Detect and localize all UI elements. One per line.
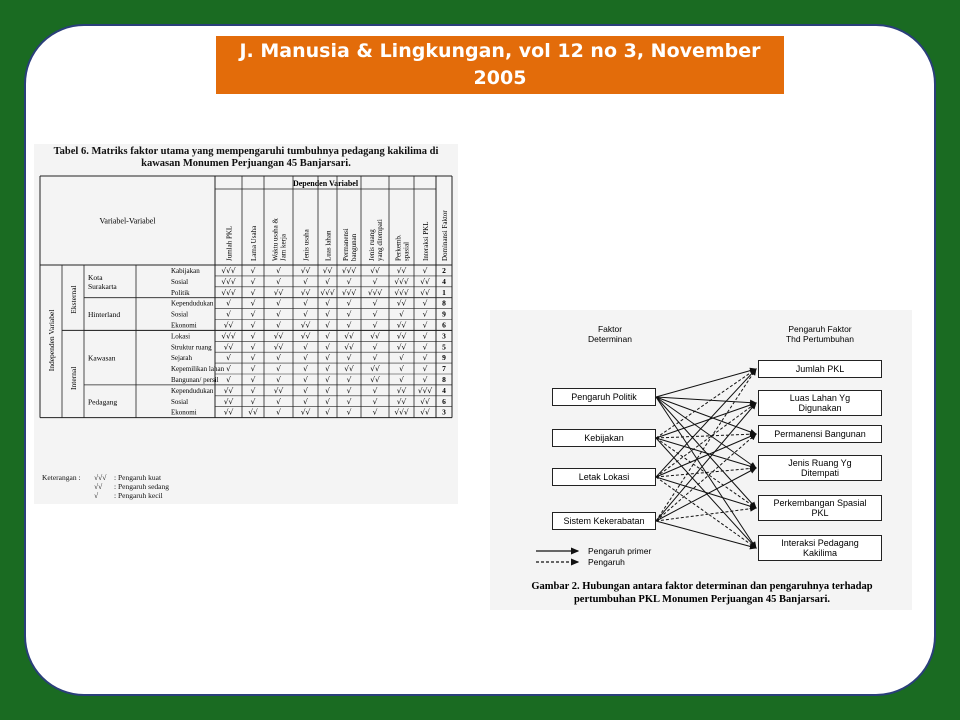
table-title-line1: Tabel 6. Matriks faktor utama yang mempengaruhi tumbuhnya pedagang kakilima di	[53, 146, 439, 157]
check-cell: √√	[396, 298, 407, 308]
check-cell: √	[372, 385, 378, 395]
check-cell: √√	[300, 320, 311, 330]
row-label: Sosial	[171, 277, 189, 286]
check-cell: √	[422, 320, 428, 330]
column-header: Waktu usaha &	[271, 218, 280, 261]
check-cell: √	[276, 375, 281, 384]
check-cell: √	[422, 331, 428, 341]
row-label: Kepemilikan lahan	[171, 365, 225, 374]
check-cell: √	[250, 342, 256, 352]
figure-caption	[494, 580, 910, 606]
dependen-header: Dependen Variabel	[292, 179, 359, 188]
legend-arrows	[534, 545, 584, 575]
check-cell: √√	[370, 375, 380, 384]
column-header: Perkemb.	[394, 234, 403, 261]
check-cell: √	[250, 266, 256, 275]
influence-arrow	[656, 434, 756, 521]
check-cell: √	[346, 407, 352, 417]
check-cell: √	[372, 298, 378, 308]
left-header-line2: Determinan	[588, 334, 632, 344]
check-cell: √√	[223, 385, 234, 395]
column-header: Lama Usaha	[250, 225, 258, 261]
check-cell: √	[422, 298, 428, 308]
check-cell: √	[276, 364, 281, 374]
row-label: Kependudukan	[171, 299, 214, 308]
dominance-header: Dominansi Faktor	[441, 210, 449, 261]
caption-line2: pertumbuhan PKL Monumen Perjuangan 45 Banjarsari.	[573, 594, 831, 605]
effect-box-line: Digunakan	[798, 403, 842, 413]
check-cell: √	[250, 276, 256, 286]
independen-label: Independen Variabel	[47, 309, 56, 372]
row-label: Kependudukan	[171, 386, 214, 395]
check-cell: √	[250, 309, 256, 319]
check-cell: √√	[396, 342, 407, 352]
caption-line1: Gambar 2. Hubungan antara faktor determinan dan pengaruhnya terhadap	[531, 581, 873, 592]
influence-arrow	[656, 438, 756, 468]
check-cell: √√	[420, 396, 430, 406]
right-header-line2: Thd Pertumbuhan	[785, 334, 855, 344]
influence-arrow	[656, 508, 756, 521]
check-cell: √√	[223, 320, 234, 330]
check-cell: √√	[370, 266, 380, 275]
check-cell: √	[303, 298, 308, 308]
check-cell: √√	[420, 276, 430, 286]
check-cell: √	[346, 353, 352, 363]
check-cell: √	[276, 396, 281, 406]
row-label: Struktur ruang	[171, 343, 212, 352]
check-cell: √	[303, 353, 308, 363]
effect-box	[758, 425, 882, 443]
check-cell: √	[226, 309, 231, 319]
check-cell: √	[325, 407, 330, 417]
check-cell: √	[346, 320, 352, 330]
column-header: Luas lahan	[324, 230, 333, 261]
check-cell: √	[346, 298, 352, 308]
dominance-cell: 8	[442, 375, 446, 384]
effect-box	[758, 390, 882, 416]
check-cell: √√√	[320, 287, 335, 297]
check-cell: √	[303, 276, 308, 286]
influence-arrow	[656, 369, 756, 477]
check-cell: √	[325, 375, 330, 384]
check-cell: √	[250, 396, 256, 406]
subgroup-label: Surakarta	[88, 281, 117, 291]
check-cell: √√√	[341, 287, 357, 297]
check-cell: √	[276, 353, 281, 363]
dominance-cell: 9	[442, 309, 446, 319]
row-label: Sejarah	[171, 354, 192, 363]
legend-symbol: √	[94, 491, 99, 500]
dominance-cell: 2	[442, 266, 446, 275]
effect-box	[758, 455, 882, 481]
influence-arrow	[656, 369, 756, 397]
check-cell: √√√	[394, 407, 409, 417]
legend-secondary: Pengaruh	[588, 557, 625, 567]
effect-box-line: Ditempati	[800, 468, 839, 478]
check-cell: √√	[344, 364, 354, 374]
check-cell: √	[276, 320, 281, 330]
dominance-cell: 3	[442, 407, 446, 417]
check-cell: √	[422, 353, 428, 363]
dominance-cell: 1	[442, 287, 446, 297]
check-cell: √√	[300, 331, 311, 341]
row-label: Kabijakan	[171, 267, 200, 275]
check-cell: √√√	[367, 287, 383, 297]
check-cell: √	[372, 407, 378, 417]
check-cell: √	[325, 396, 330, 406]
check-cell: √	[276, 276, 281, 286]
table-6-image	[34, 144, 458, 504]
dominance-cell: 9	[442, 353, 446, 363]
check-cell: √	[346, 396, 352, 406]
check-cell: √	[372, 342, 378, 352]
influence-arrow	[656, 434, 756, 438]
effect-box	[758, 535, 882, 561]
check-cell: √	[325, 331, 330, 341]
check-cell: √	[250, 364, 256, 374]
check-cell: √	[325, 276, 330, 286]
effect-box	[758, 360, 882, 378]
subgroup-label: Hinterland	[88, 310, 121, 320]
determinant-box: Letak Lokasi	[552, 468, 656, 486]
check-cell: √√	[396, 396, 407, 406]
check-cell: √	[303, 309, 308, 319]
check-cell: √	[372, 353, 378, 363]
dominance-cell: 3	[442, 331, 446, 341]
dominance-cell: 8	[442, 298, 446, 308]
check-cell: √	[372, 396, 378, 406]
check-cell: √√	[420, 287, 430, 297]
legend-text: : Pengaruh kuat	[114, 473, 162, 482]
check-cell: √	[226, 353, 231, 363]
keterangan-label: Keterangan :	[42, 473, 81, 482]
legend-text: : Pengaruh kecil	[114, 491, 163, 500]
check-cell: √√	[322, 266, 333, 275]
column-header: Jam kerja	[279, 233, 288, 261]
check-cell: √	[422, 375, 428, 384]
subgroup-label: Kota	[88, 272, 103, 282]
influence-arrow	[656, 369, 756, 438]
check-cell: √	[250, 298, 256, 308]
effect-box	[758, 495, 882, 521]
check-cell: √√	[300, 407, 311, 417]
check-cell: √√	[223, 407, 234, 417]
check-cell: √√	[300, 266, 311, 275]
influence-arrow	[656, 369, 756, 521]
group-label: Eksternal	[69, 285, 78, 314]
dominance-cell: 4	[442, 276, 446, 286]
check-cell: √	[303, 375, 308, 384]
check-cell: √	[372, 320, 378, 330]
effect-box-line: Jumlah PKL	[795, 364, 845, 374]
check-cell: √	[250, 287, 256, 297]
check-cell: √	[325, 353, 330, 363]
check-cell: √	[250, 320, 256, 330]
check-cell: √	[250, 331, 256, 341]
check-cell: √	[399, 364, 404, 374]
factor-matrix-table	[34, 144, 458, 504]
check-cell: √	[276, 407, 281, 417]
dominance-cell: 6	[442, 396, 446, 406]
group-label: Internal	[69, 366, 78, 390]
check-cell: √	[422, 342, 428, 352]
variabel-header: Variabel-Variabel	[99, 216, 156, 226]
check-cell: √√√	[221, 276, 236, 286]
check-cell: √√√	[221, 287, 236, 297]
effect-box-line: Interaksi Pedagang	[781, 538, 859, 548]
column-header: Permanensi	[342, 228, 350, 261]
check-cell: √√	[344, 342, 354, 352]
check-cell: √√√	[394, 287, 409, 297]
check-cell: √	[276, 298, 281, 308]
check-cell: √	[346, 375, 352, 384]
check-cell: √	[346, 385, 352, 395]
check-cell: √	[399, 353, 404, 363]
dominance-cell: 5	[442, 342, 446, 352]
dominance-cell: 7	[442, 364, 446, 374]
determinant-box: Sistem Kekerabatan	[552, 512, 656, 530]
check-cell: √	[422, 266, 428, 275]
check-cell: √√	[396, 320, 407, 330]
check-cell: √√	[396, 385, 407, 395]
check-cell: √	[325, 385, 330, 395]
banner-journal: J. Manusia & Lingkungan, vol 12 no 3, November 2005	[239, 40, 761, 89]
check-cell: √	[372, 309, 378, 319]
check-cell: √	[399, 309, 404, 319]
check-cell: √√√	[394, 276, 409, 286]
check-cell: √√√	[221, 331, 236, 341]
effect-box-line: Kakilima	[802, 548, 837, 558]
check-cell: √	[422, 309, 428, 319]
row-label: Politik	[171, 288, 190, 297]
dominance-cell: 6	[442, 320, 446, 330]
subgroup-label: Kawasan	[88, 353, 116, 363]
column-header: spasial	[402, 241, 411, 261]
column-header: Jenis ruang	[368, 229, 376, 261]
effect-box-line: Permanensi Bangunan	[774, 429, 866, 439]
effect-box-line: Perkembangan Spasial	[773, 498, 867, 508]
check-cell: √	[250, 353, 256, 363]
check-cell: √	[346, 309, 352, 319]
check-cell: √	[346, 276, 352, 286]
check-cell: √	[325, 298, 330, 308]
table-title-line2: kawasan Monumen Perjuangan 45 Banjarsari.	[141, 158, 351, 169]
row-label: Sosial	[171, 397, 189, 406]
check-cell: √	[276, 309, 281, 319]
dominance-cell: 4	[442, 385, 446, 395]
effect-box-line: PKL	[811, 508, 829, 518]
check-cell: √	[303, 364, 308, 374]
check-cell: √	[250, 375, 256, 384]
check-cell: √	[325, 364, 330, 374]
check-cell: √	[276, 266, 281, 275]
check-cell: √√	[396, 331, 407, 341]
effect-box-line: Luas Lahan Yg	[789, 393, 851, 403]
check-cell: √√	[273, 331, 284, 341]
check-cell: √	[250, 385, 256, 395]
column-header: yang ditempati	[376, 219, 384, 261]
legend-symbol: √√	[94, 482, 103, 491]
check-cell: √√	[223, 396, 234, 406]
citation-banner	[216, 36, 784, 116]
check-cell: √	[422, 364, 428, 374]
check-cell: √√√	[341, 266, 357, 275]
check-cell: √√	[248, 407, 258, 417]
column-header: Jenis usaha	[302, 229, 311, 261]
check-cell: √	[399, 375, 404, 384]
effect-box-line: Jenis Ruang Yg	[788, 458, 852, 468]
determinant-box: Kebijakan	[552, 429, 656, 447]
check-cell: √√	[300, 287, 311, 297]
column-header: bangunan	[350, 233, 358, 261]
legend-primary: Pengaruh primer	[588, 546, 652, 556]
column-header: Jumlah PKL	[225, 225, 234, 261]
check-cell: √√	[223, 342, 234, 352]
left-header-line1: Faktor	[597, 324, 623, 334]
row-label: Ekonomi	[171, 321, 197, 330]
check-cell: √√√	[221, 266, 236, 275]
check-cell: √	[325, 342, 330, 352]
check-cell: √	[226, 298, 231, 308]
legend-symbol: √√√	[94, 473, 107, 482]
row-label: Lokasi	[171, 332, 191, 341]
check-cell: √	[303, 385, 308, 395]
row-label: Bangunan/ persil	[171, 376, 219, 384]
column-header: Interaksi PKL	[422, 221, 430, 261]
check-cell: √√	[273, 287, 284, 297]
check-cell: √√	[273, 342, 284, 352]
check-cell: √	[303, 396, 308, 406]
figure-2-image	[490, 310, 912, 610]
legend-text: : Pengaruh sedang	[114, 482, 169, 491]
check-cell: √	[226, 364, 231, 374]
check-cell: √√	[420, 407, 430, 417]
check-cell: √√	[396, 266, 407, 275]
check-cell: √	[325, 309, 330, 319]
check-cell: √√	[370, 331, 380, 341]
check-cell: √√√	[417, 385, 433, 395]
check-cell: √	[226, 375, 231, 384]
check-cell: √	[372, 276, 378, 286]
determinant-box: Pengaruh Politik	[552, 388, 656, 406]
row-label: Ekonomi	[171, 408, 197, 417]
banner-authors: EKO WAHYU ARIYADI S, dkk.	[348, 94, 652, 116]
right-header-line1: Pengaruh Faktor	[788, 324, 852, 334]
subgroup-label: Pedagang	[88, 397, 118, 407]
check-cell: √√	[344, 331, 354, 341]
check-cell: √	[303, 342, 308, 352]
check-cell: √√	[370, 364, 380, 374]
check-cell: √√	[273, 385, 284, 395]
check-cell: √	[325, 320, 330, 330]
row-label: Sosial	[171, 310, 189, 319]
